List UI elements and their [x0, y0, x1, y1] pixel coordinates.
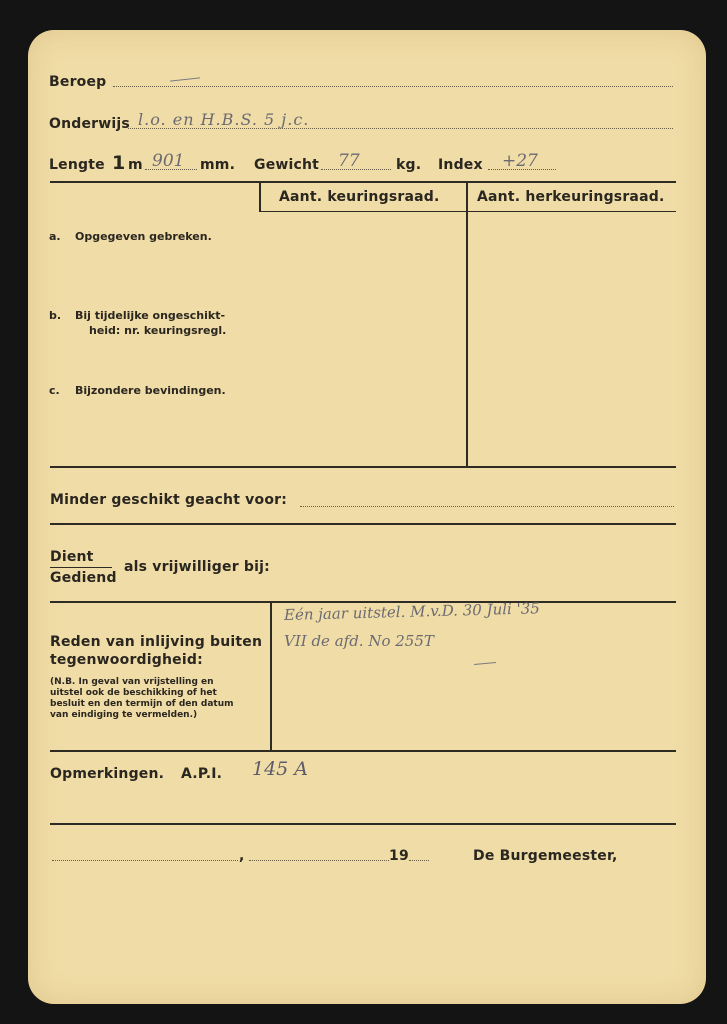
place-line: [52, 860, 238, 861]
nb-line3: besluit en den termijn of den datum: [50, 699, 234, 709]
item-a-letter: a.: [49, 230, 61, 243]
opmerkingen-label: Opmerkingen.: [50, 766, 165, 782]
m-label: m: [128, 157, 143, 173]
reden-line2: tegenwoordigheid:: [50, 652, 203, 668]
reden-hand-dash: [474, 662, 496, 665]
col-keuring-header: Aant. keuringsraad.: [279, 189, 440, 205]
comma: ,: [239, 848, 245, 864]
item-c-letter: c.: [49, 384, 60, 397]
index-value: +27: [502, 151, 538, 171]
nb-note: [50, 677, 234, 721]
reden-line1: Reden van inlijving buiten: [50, 634, 263, 650]
gewicht-value: 77: [338, 151, 360, 171]
vrijwilliger-label: als vrijwilliger bij:: [124, 559, 270, 575]
onderwijs-value: l.o. en H.B.S. 5 j.c.: [138, 110, 310, 129]
kg-label: kg.: [396, 157, 422, 173]
nb-line4: van eindiging te vermelden.): [50, 710, 198, 720]
col-herkeuring-header: Aant. herkeuringsraad.: [477, 189, 665, 205]
rule-minder: [50, 523, 676, 525]
registration-card: [28, 30, 706, 1004]
api-value: 145 A: [252, 758, 309, 780]
column-divider: [466, 181, 468, 467]
header-left-divider: [259, 181, 261, 211]
rule-opmerkingen: [50, 823, 676, 825]
mm-label: mm.: [200, 157, 236, 173]
reden-divider: [270, 601, 272, 751]
gewicht-label: Gewicht: [254, 157, 320, 173]
beroep-label: Beroep: [49, 74, 107, 90]
dient-label: Dient: [50, 549, 94, 565]
reden-hand-line1: Eén jaar uitstel. M.v.D. 30 Juli '35: [283, 599, 541, 624]
year-line: [409, 860, 429, 861]
item-a-text: Opgegeven gebreken.: [75, 230, 212, 243]
item-b-line2: heid: nr. keuringsregl.: [89, 324, 227, 337]
reden-hand-line2: VII de afd. No 255T: [284, 632, 434, 650]
nb-line2: uitstel ook de beschikking of het: [50, 688, 217, 698]
rule-table-bottom: [50, 466, 676, 468]
header-underline: [259, 211, 676, 212]
nb-line1: (N.B. In geval van vrijstelling en: [50, 677, 214, 687]
item-b-line1: Bij tijdelijke ongeschikt-: [75, 309, 226, 322]
item-b-letter: b.: [49, 309, 62, 322]
date-line: [249, 860, 389, 861]
item-c-text: Bijzondere bevindingen.: [75, 384, 226, 397]
gediend-label: Gediend: [50, 570, 117, 586]
lengte-mm: 901: [152, 151, 185, 171]
beroep-dash: [170, 77, 200, 81]
burgemeester-label: De Burgemeester,: [473, 848, 618, 864]
rule-vrijwilliger: [50, 601, 676, 603]
rule-reden: [50, 750, 676, 752]
lengte-label: Lengte: [49, 157, 105, 173]
rule-top: [50, 181, 676, 183]
api-label: A.P.I.: [181, 766, 223, 782]
onderwijs-label: Onderwijs: [49, 116, 130, 132]
dient-gediend-divider: [50, 567, 112, 568]
minder-label: Minder geschikt geacht voor:: [50, 492, 288, 508]
year-prefix: 19: [389, 848, 409, 864]
minder-line: [300, 506, 674, 507]
beroep-line: [113, 86, 673, 87]
index-label: Index: [438, 157, 483, 173]
lengte-meters: 1: [112, 152, 126, 174]
